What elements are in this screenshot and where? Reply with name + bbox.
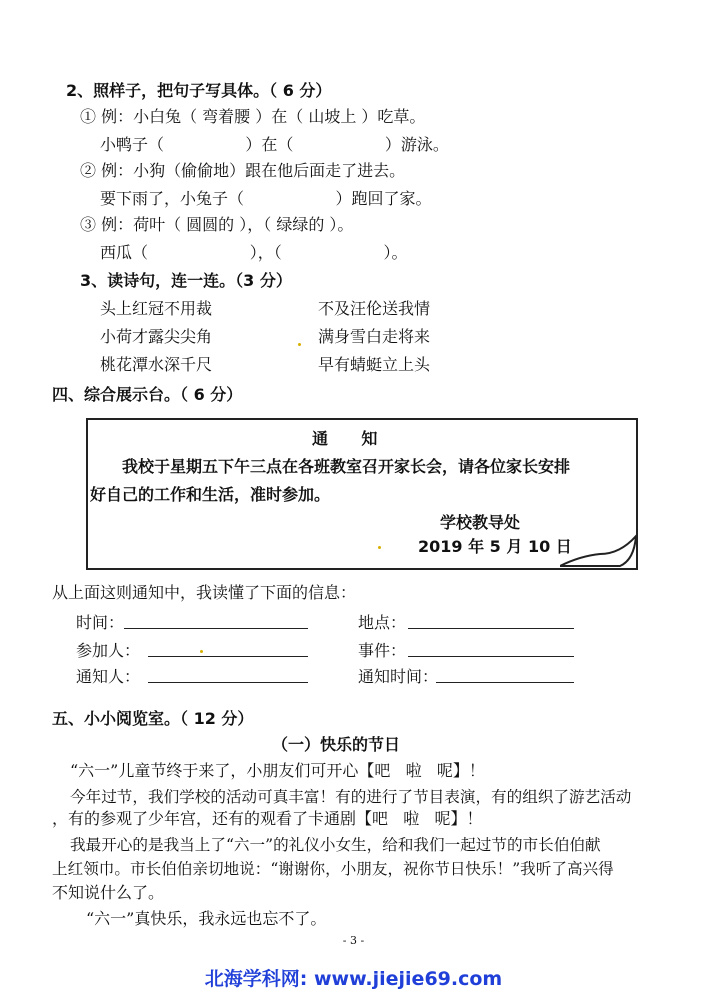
field-time-blank[interactable] [124, 628, 308, 629]
footer-watermark[interactable]: 北海学科网: www.jiejie69.com [204, 968, 503, 990]
reading-paragraph-3a: 我最开心的是我当上了“六一”的礼仪小女生，给和我们一起过节的市长伯伯献 [70, 836, 601, 854]
stray-dot-2 [200, 650, 203, 653]
q2-example-2: ② 例：小狗（偷偷地）跟在他后面走了进去。 [80, 161, 406, 180]
field-notice-time-blank[interactable] [436, 682, 574, 683]
poem-right-3: 早有蜻蜓立上头 [318, 355, 431, 374]
poem-right-2: 满身雪白走将来 [318, 327, 431, 346]
field-label-participants: 参加人： [76, 641, 141, 660]
notice-line-2: 好自己的工作和生活，准时参加。 [90, 485, 331, 504]
field-label-notifier: 通知人： [76, 667, 141, 686]
reading-paragraph-4: “六一”真快乐，我永远也忘不了。 [86, 909, 327, 928]
field-place-blank[interactable] [408, 628, 574, 629]
q2-example-3: ③ 例：荷叶（ 圆圆的 ），（ 绿绿的 ）。 [80, 215, 354, 234]
reading-paragraph-2b: ，有的参观了少年宫，还有的观看了卡通剧【吧 啦 呢】！ [52, 809, 483, 828]
page-number: - 3 - [342, 934, 365, 947]
q3-heading: 3、读诗句，连一连。（3 分） [80, 271, 292, 290]
field-notifier-blank[interactable] [148, 682, 308, 683]
stray-dot [298, 343, 301, 346]
notice-card [86, 418, 638, 570]
field-label-event: 事件： [358, 641, 407, 660]
reading-title: （一）快乐的节日 [272, 735, 401, 754]
q2-task-1: 小鸭子（ ）在（ ）游泳。 [100, 135, 449, 154]
poem-left-2: 小荷才露尖尖角 [100, 327, 213, 346]
page-curl-icon [560, 532, 640, 572]
notice-dot [378, 546, 381, 549]
field-label-place: 地点： [358, 613, 407, 632]
section5-heading: 五、小小阅览室。（ 12 分） [52, 709, 254, 728]
reading-paragraph-3c: 不知说什么了。 [52, 883, 165, 902]
section4-heading: 四、综合展示台。（ 6 分） [52, 385, 243, 404]
reading-paragraph-2a: 今年过节，我们学校的活动可真丰富！有的进行了节目表演，有的组织了游艺活动 [70, 788, 632, 806]
q2-example-1: ① 例：小白兔（ 弯着腰 ）在（ 山坡上 ）吃草。 [80, 107, 426, 126]
poem-left-1: 头上红冠不用裁 [100, 299, 213, 318]
notice-signer: 学校教导处 [440, 513, 521, 532]
field-label-time: 时间： [76, 613, 125, 632]
notice-line-1: 我校于星期五下午三点在各班教室召开家长会，请各位家长安排 [122, 457, 571, 476]
notice-date: 2019 年 5 月 10 日 [418, 537, 572, 556]
reading-paragraph-3b: 上红领巾。市长伯伯亲切地说：“谢谢你，小朋友，祝你节日快乐！”我听了高兴得 [52, 860, 614, 878]
reading-paragraph-1: “六一”儿童节终于来了，小朋友们可开心【吧 啦 呢】！ [70, 761, 485, 780]
q2-task-3: 西瓜（ ），（ ）。 [100, 243, 408, 262]
poem-right-1: 不及汪伦送我情 [318, 299, 431, 318]
field-event-blank[interactable] [408, 656, 574, 657]
notice-title: 通 知 [312, 429, 378, 448]
q2-task-2: 要下雨了，小兔子（ ）跑回了家。 [100, 189, 432, 208]
notice-prompt: 从上面这则通知中，我读懂了下面的信息： [52, 583, 357, 602]
field-label-notice-time: 通知时间： [358, 667, 439, 686]
field-participants-blank[interactable] [148, 656, 308, 657]
q2-heading: 2、照样子，把句子写具体。（ 6 分） [66, 81, 332, 100]
poem-left-3: 桃花潭水深千尺 [100, 355, 213, 374]
